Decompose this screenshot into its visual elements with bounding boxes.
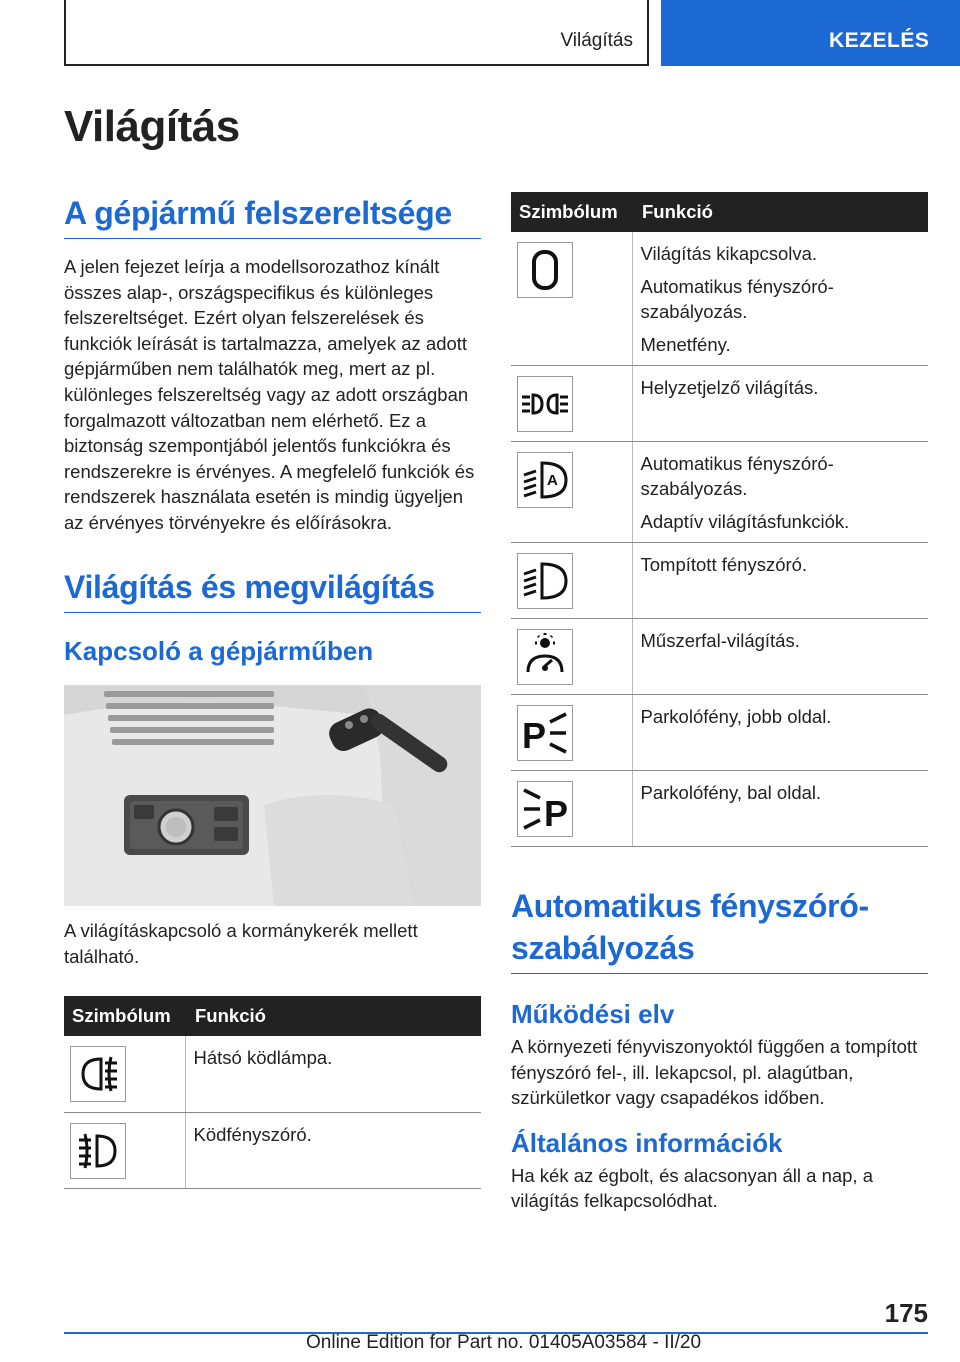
rear-fog-light-icon: [70, 1046, 126, 1102]
left-column: [64, 190, 481, 1189]
header-chapter-tab[interactable]: KEZELÉS: [661, 0, 960, 66]
instrument-lighting-icon: [517, 629, 573, 685]
table-row: [511, 619, 928, 695]
function-text: Ködfényszóró.: [193, 1123, 312, 1145]
footer-edition: Online Edition for Part no. 01405A03584 - II/20: [306, 1332, 702, 1353]
right-column: [511, 192, 928, 1214]
svg-text:P: P: [522, 715, 547, 756]
table-row: [511, 543, 928, 619]
equipment-paragraph: A jelen fejezet leírja a modellsorozathoz kínált összes alap-, országspecifikus és különleges felszereltséget. Ezért olyan felszerelések és funkciók leírását is tartalmazza, amelyek az adott gépjárműben nem találhatók meg, mert az pl. különleges felszereltség vagy az adott országban forgalmazott változatban nem elérhető. Ez a biztonság szempontjából jelentős funkciókra és rendszerekre is érvényes. A megfelelő funkciók és rendszerek használata esetén is mindig ügyeljen az érvényes törvényekre és előírásokra.: [64, 256, 475, 533]
function-text: Hátsó ködlámpa.: [193, 1047, 333, 1069]
page-number: 175: [884, 1298, 928, 1328]
table-row: [511, 366, 928, 442]
dashboard-illustration: [64, 685, 481, 906]
function-text: Helyzetjelző világítás.: [640, 377, 819, 398]
right-symbol-table: [511, 192, 928, 847]
heading-lighting: Világítás és megvilágítás: [64, 566, 481, 613]
heading-equipment: A gépjármű felszereltsége: [64, 192, 481, 239]
table-row: [511, 771, 928, 847]
parking-light-right-icon: [517, 705, 573, 761]
function-text: Automatikus fényszóró-szabályozás.: [640, 276, 834, 322]
function-text: Menetfény.: [640, 334, 731, 355]
svg-text:P: P: [544, 793, 569, 834]
table-row: [511, 442, 928, 543]
column-header-symbol: Szimbólum: [64, 996, 185, 1036]
function-text: Adaptív világításfunkciók.: [640, 511, 850, 532]
column-header-function: Funkció: [632, 192, 928, 232]
page-title: Világítás: [64, 102, 240, 151]
table-row: [511, 232, 928, 366]
column-header-symbol: Szimbólum: [511, 192, 632, 232]
heading-auto-headlight: Automatikus fényszóró-szabályozás: [511, 885, 928, 974]
svg-text:A: A: [547, 472, 558, 489]
table-row: [64, 1036, 481, 1112]
low-beam-icon: [517, 553, 573, 609]
table-row: [511, 695, 928, 771]
table-row: [64, 1112, 481, 1188]
photo-caption: A világításkapcsoló a kormánykerék mellett található.: [64, 920, 418, 967]
header-section-title: Világítás: [560, 30, 633, 51]
principle-paragraph: A környezeti fényviszonyoktól függően a tompított fényszóró fel-, ill. lekapcsol, pl. alagútban, szürkületkor vagy csapadékos időben.: [511, 1036, 918, 1109]
function-text: Parkolófény, bal oldal.: [640, 782, 822, 803]
function-text: Parkolófény, jobb oldal.: [640, 706, 832, 727]
function-text: Műszerfal-világítás.: [640, 630, 800, 651]
heading-principle: Működési elv: [511, 999, 675, 1029]
heading-switch: Kapcsoló a gépjárműben: [64, 636, 374, 666]
function-text: Automatikus fényszóró-szabályozás.: [640, 453, 834, 499]
zero-position-icon: [517, 242, 573, 298]
parking-light-left-icon: [517, 781, 573, 837]
front-fog-light-icon: [70, 1123, 126, 1179]
header-section-box: [64, 0, 649, 66]
heading-general-info: Általános információk: [511, 1127, 783, 1158]
left-symbol-table: [64, 996, 481, 1189]
column-header-function: Funkció: [185, 996, 481, 1036]
parking-lights-icon: [517, 376, 573, 432]
general-paragraph: Ha kék az égbolt, és alacsonyan áll a nap, a világítás felkapcsolódhat.: [511, 1164, 874, 1212]
function-text: Tompított fényszóró.: [640, 554, 808, 575]
function-text: Világítás kikapcsolva.: [640, 243, 818, 264]
auto-headlight-icon: [517, 452, 573, 508]
light-switch-photo: [64, 685, 481, 906]
